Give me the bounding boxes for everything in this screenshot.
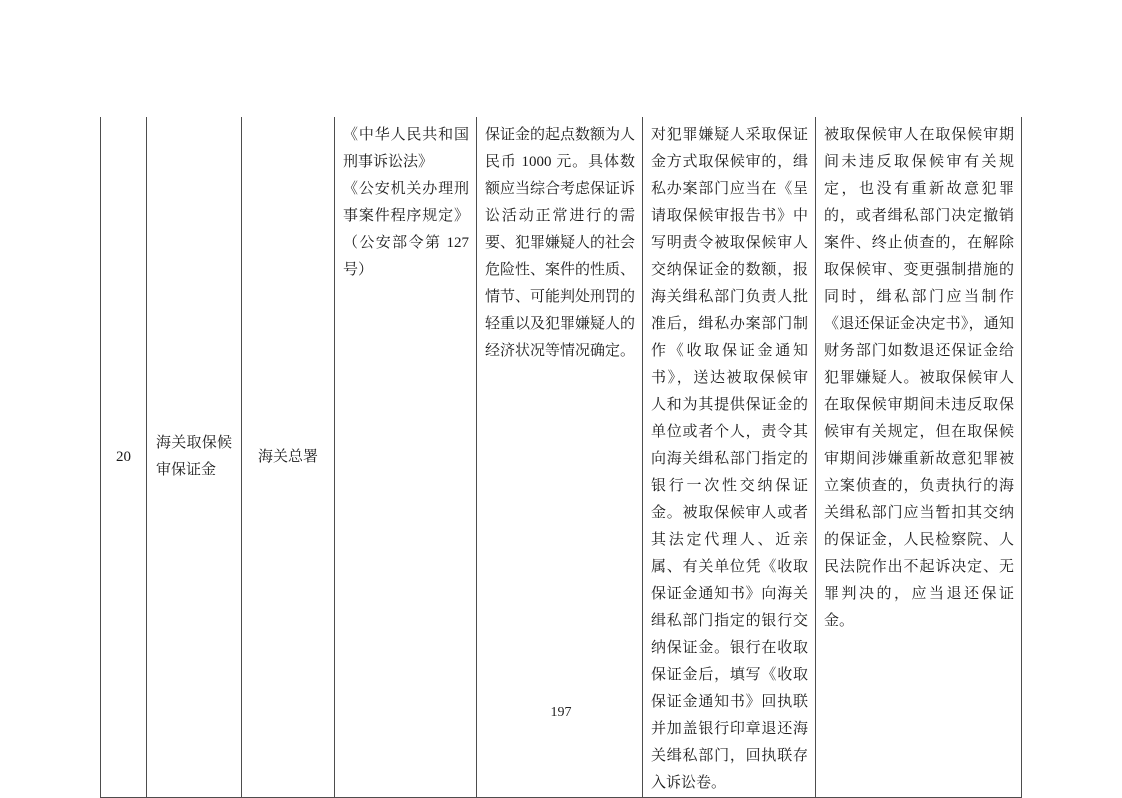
- table-cell-procedure: [643, 117, 816, 798]
- row-index: 20: [116, 448, 131, 465]
- authority-name: 海关总署: [257, 448, 318, 465]
- table-cell-legal-basis: [335, 117, 477, 798]
- refund-text: 被取保候审人在取保候审期间未违反取保候审有关规定，也没有重新故意犯罪的，或者缉私部门决定撤销案件、终止侦查的，在解除取保候审、变更强制措施的同时，缉私部门应当制作《退还保证金决定书》，通知财务部门如数退还保证金给犯罪嫌疑人。被取保候审人在取保候审期间未违反取保候审有关规定，但在取保候审期间涉嫌重新故意犯罪被立案侦查的，负责执行的海关缉私部门应当暂扣其交纳的保证金，人民检察院、人民法院作出不起诉决定、无罪判决的，应当退还保证金。: [824, 127, 1014, 629]
- table-cell-index: [100, 117, 147, 798]
- table-cell-item-name: [147, 117, 242, 798]
- standard-text: 保证金的起点数额为人民币 1000 元。具体数额应当综合考虑保证诉讼活动正常进行的需要、犯罪嫌疑人的社会危险性、案件的性质、情节、可能判处刑罚的轻重以及犯罪嫌疑人的经济状况等情况确定。: [485, 127, 636, 359]
- legal-basis-text: 《中华人民共和国刑事诉讼法》 《公安机关办理刑事案件程序规定》（公安部令第 127 号）: [343, 127, 469, 278]
- table-cell-standard: [477, 117, 643, 798]
- procedure-text: 对犯罪嫌疑人采取保证金方式取保候审的，缉私办案部门应当在《呈请取保候审报告书》中写明责令被取保候审人交纳保证金的数额，报海关缉私部门负责人批准后，缉私办案部门制作《收取保证金通知书》，送达被取保候审人和为其提供保证金的单位或者个人，责令其向海关缉私部门指定的银行一次性交纳保证金。被取保候审人或者其法定代理人、近亲属、有关单位凭《收取保证金通知书》向海关缉私部门指定的银行交纳保证金。银行在收取保证金后，填写《收取保证金通知书》回执联并加盖银行印章退还海关缉私部门，回执联存入诉讼卷。: [651, 127, 808, 791]
- table-cell-authority: [242, 117, 335, 798]
- table-cell-refund: [816, 117, 1022, 798]
- item-name: 海关取保候审保证金: [156, 435, 232, 478]
- page-number: 197: [550, 705, 572, 720]
